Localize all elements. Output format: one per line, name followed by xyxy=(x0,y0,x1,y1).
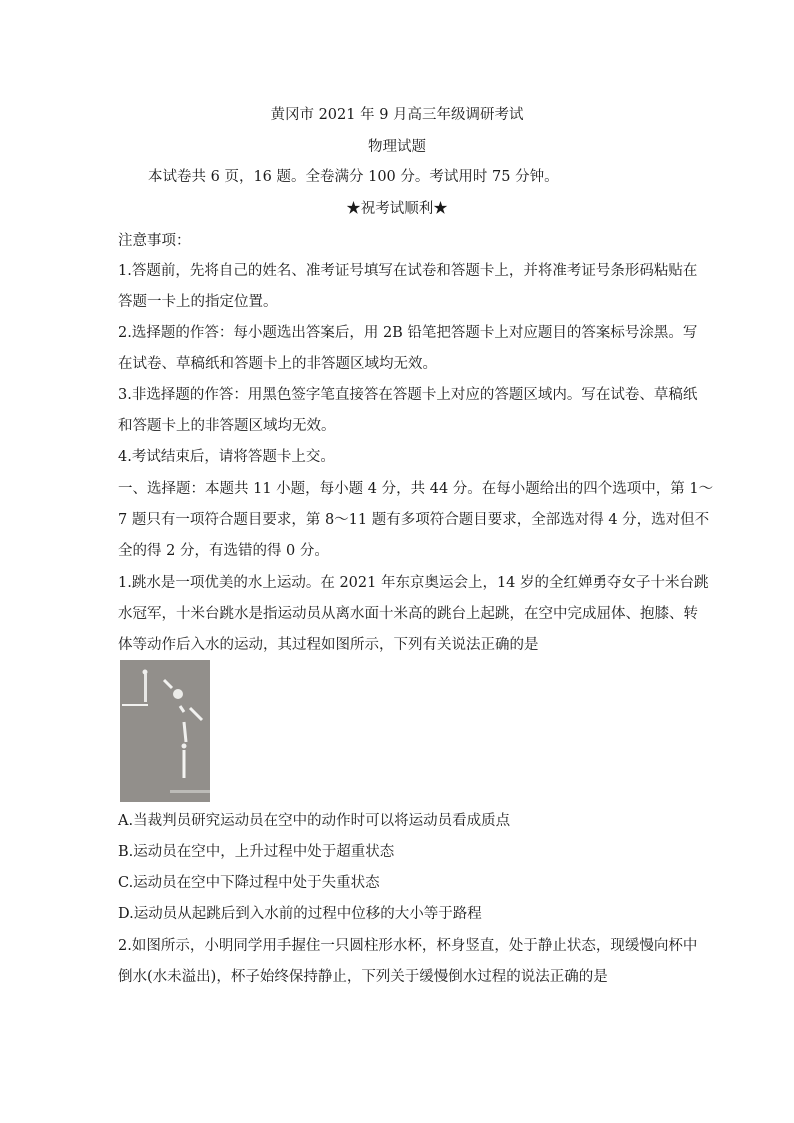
option-d: D.运动员从起跳后到入水前的过程中位移的大小等于路程 xyxy=(118,906,482,922)
notes-heading: 注意事项： xyxy=(118,233,191,249)
section-line: 7 题只有一项符合题目要求，第 8～11 题有多项符合题目要求，全部选对得 4 分，选对但不 xyxy=(118,512,710,528)
note-line: 4.考试结束后，请将答题卡上交。 xyxy=(118,449,335,465)
question-stem-line: 体等动作后入水的运动，其过程如图所示，下列有关说法正确的是 xyxy=(118,637,539,653)
question-stem-line: 2.如图所示，小明同学用手握住一只圆柱形水杯，杯身竖直，处于静止状态，现缓慢向杯中 xyxy=(118,938,698,954)
exam-info: 本试卷共 6 页，16 题。全卷满分 100 分。考试用时 75 分钟。 xyxy=(148,169,559,185)
diver-figures xyxy=(120,660,210,802)
option-b: B.运动员在空中，上升过程中处于超重状态 xyxy=(118,844,395,860)
diving-sequence-photo xyxy=(120,660,210,802)
note-line: 在试卷、草稿纸和答题卡上的非答题区域均无效。 xyxy=(118,356,437,372)
note-line: 1.答题前，先将自己的姓名、准考证号填写在试卷和答题卡上，并将准考证号条形码粘贴在 xyxy=(118,263,698,279)
question-stem-line: 倒水(水未溢出)，杯子始终保持静止，下列关于缓慢倒水过程的说法正确的是 xyxy=(118,969,608,985)
section-line: 全的得 2 分，有选错的得 0 分。 xyxy=(118,543,329,559)
question-stem-line: 水冠军，十米台跳水是指运动员从离水面十米高的跳台上起跳，在空中完成屈体、抱膝、转 xyxy=(118,606,698,622)
exam-title: 黄冈市 2021 年 9 月高三年级调研考试 xyxy=(270,107,524,123)
note-line: 和答题卡上的非答题区域均无效。 xyxy=(118,418,336,434)
option-c: C.运动员在空中下降过程中处于失重状态 xyxy=(118,875,380,891)
section-line: 一、选择题：本题共 11 小题，每小题 4 分，共 44 分。在每小题给出的四个选项中，第 1～ xyxy=(118,481,714,497)
note-line: 3.非选择题的作答：用黑色签字笔直接答在答题卡上对应的答题区域内。写在试卷、草稿纸 xyxy=(118,387,698,403)
blessing: ★祝考试顺利★ xyxy=(346,201,448,217)
note-line: 2.选择题的作答：每小题选出答案后，用 2B 铅笔把答题卡上对应题目的答案标号涂黑。写 xyxy=(118,325,698,341)
option-a: A.当裁判员研究运动员在空中的动作时可以将运动员看成质点 xyxy=(118,813,511,829)
note-line: 答题一卡上的指定位置。 xyxy=(118,294,278,310)
subject-title: 物理试题 xyxy=(368,139,426,155)
question-stem-line: 1.跳水是一项优美的水上运动。在 2021 年东京奥运会上，14 岁的全红婵勇夺女子十米台跳 xyxy=(118,575,709,591)
